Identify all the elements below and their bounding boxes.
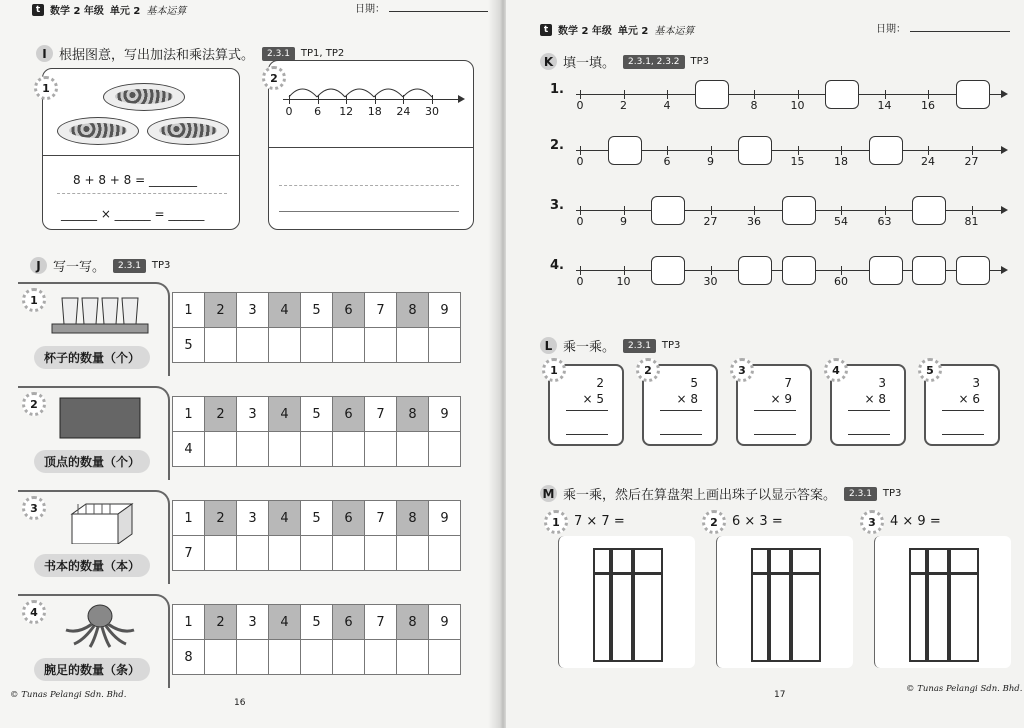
table-cell-answer[interactable]	[365, 432, 397, 467]
table-cell-top: 3	[237, 501, 269, 536]
table-cell-top: 8	[397, 501, 429, 536]
section-j-heading	[30, 256, 170, 275]
question-number-badge: 4	[22, 600, 46, 624]
table-cell-top: 3	[237, 293, 269, 328]
table-cell-answer[interactable]	[397, 536, 429, 571]
multiplier: × 8	[676, 392, 698, 406]
table-cell-answer[interactable]	[205, 536, 237, 571]
answer-line[interactable]	[848, 434, 890, 435]
table-cell-answer[interactable]	[397, 328, 429, 363]
number-line-label: 0	[576, 275, 584, 288]
number-line-tick	[580, 90, 581, 99]
number-line-label: 6	[663, 155, 671, 168]
multiplicand: 3	[878, 376, 886, 390]
table-cell-answer[interactable]	[237, 640, 269, 675]
number-line-tick	[928, 90, 929, 99]
table-cell-answer[interactable]	[365, 640, 397, 675]
abacus-rod	[925, 550, 929, 660]
number-line-label: 0	[576, 155, 584, 168]
date-line	[910, 31, 1010, 32]
number-line-label: 14	[877, 99, 892, 112]
number-line-tick	[432, 95, 433, 104]
answer-box[interactable]	[738, 136, 772, 165]
table-cell-top: 1	[173, 501, 205, 536]
table-cell-top: 9	[429, 501, 461, 536]
expression: 7 × 7 =	[574, 514, 625, 529]
table-cell-top: 4	[269, 293, 301, 328]
section-letter: L	[540, 337, 557, 354]
number-line-tick	[375, 95, 376, 104]
table-cell-top: 3	[237, 605, 269, 640]
table-cell-answer[interactable]	[429, 536, 461, 571]
section-letter: I	[36, 45, 53, 62]
item-label: 顶点的数量（个）	[34, 450, 150, 473]
multiplier: × 6	[958, 392, 980, 406]
question-i1-box	[42, 68, 240, 230]
abacus-beam	[911, 572, 977, 575]
item-label: 杯子的数量（个）	[34, 346, 150, 369]
answer-box[interactable]	[825, 80, 859, 109]
question-number-badge: 2	[262, 66, 286, 90]
number-line-tick	[580, 206, 581, 215]
answer-box[interactable]	[651, 256, 685, 285]
number-line-label: 54	[834, 215, 848, 228]
table-cell-answer[interactable]	[333, 432, 365, 467]
table-cell-top: 7	[365, 501, 397, 536]
item-label: 书本的数量（本）	[34, 554, 150, 577]
curriculum-tag: 2.3.1, 2.3.2	[623, 55, 685, 69]
abacus-frame	[593, 548, 663, 662]
table-cell-top: 4	[269, 501, 301, 536]
plate-icon	[103, 83, 185, 111]
table-cell-top: 2	[205, 397, 237, 432]
number-line-tick	[580, 146, 581, 155]
section-m-heading	[540, 484, 901, 503]
count-table	[172, 292, 461, 363]
table-cell-top: 9	[429, 293, 461, 328]
expression: 4 × 9 =	[890, 514, 941, 529]
table-cell-answer[interactable]	[429, 328, 461, 363]
table-cell-answer[interactable]	[205, 328, 237, 363]
number-line-label: 4	[663, 99, 671, 112]
number-line-tick	[841, 206, 842, 215]
answer-box[interactable]	[695, 80, 729, 109]
number-line-tick	[624, 90, 625, 99]
table-cell-answer: 4	[173, 432, 205, 467]
publisher-logo-icon: t	[32, 4, 44, 16]
number-line-label: 36	[747, 215, 761, 228]
item-label: 腕足的数量（条）	[34, 658, 150, 681]
question-number-badge: 1	[34, 76, 58, 100]
number-line-label: 16	[921, 99, 935, 112]
addition-sentence[interactable]: 8 + 8 + 8 = ________	[73, 173, 197, 187]
number-line-label: 27	[703, 215, 718, 228]
section-title: 填一填。	[563, 56, 616, 71]
date-field[interactable]	[876, 20, 1010, 35]
table-cell-answer[interactable]	[333, 328, 365, 363]
table-cell-top: 5	[301, 293, 333, 328]
right-header	[540, 22, 694, 37]
rectangle-icon	[48, 396, 152, 440]
table-cell-top: 6	[333, 293, 365, 328]
table-cell-top: 1	[173, 605, 205, 640]
answer-box[interactable]	[956, 256, 990, 285]
question-i2-box	[268, 60, 474, 230]
number-line-label: 9	[620, 215, 627, 228]
table-cell-answer[interactable]	[397, 640, 429, 675]
answer-box[interactable]	[869, 136, 903, 165]
table-cell-answer[interactable]	[237, 432, 269, 467]
number-line-tick	[346, 95, 347, 104]
question-number-badge: 3	[730, 358, 754, 382]
table-cell-answer[interactable]	[205, 432, 237, 467]
tp-tag: TP1, TP2	[300, 48, 345, 59]
question-number-badge: 5	[918, 358, 942, 382]
abacus-beam	[753, 572, 819, 575]
table-cell-answer[interactable]	[237, 328, 269, 363]
book-box-icon	[48, 500, 152, 544]
number-line-tick	[711, 146, 712, 155]
number-line-tick	[624, 266, 625, 275]
number-line-label: 0	[576, 99, 584, 112]
question-number-badge: 3	[860, 510, 884, 534]
table-cell-top: 2	[205, 605, 237, 640]
count-table	[172, 396, 461, 467]
number-line-label: 6	[314, 105, 322, 118]
date-label: 日期：	[355, 4, 385, 15]
question-number-badge: 1	[22, 288, 46, 312]
table-cell-top: 9	[429, 397, 461, 432]
abacus-area[interactable]	[874, 536, 1011, 668]
curriculum-tag: 2.3.1	[262, 47, 295, 61]
table-cell-answer[interactable]	[429, 432, 461, 467]
number-line-label: 8	[750, 99, 758, 112]
table-cell-top: 3	[237, 397, 269, 432]
number-line	[576, 94, 1006, 95]
page-number: 16	[234, 698, 246, 708]
date-line	[389, 11, 499, 12]
table-cell-answer[interactable]	[301, 328, 333, 363]
abacus-beam	[595, 572, 661, 575]
answer-box[interactable]	[869, 256, 903, 285]
question-number-badge: 3	[22, 496, 46, 520]
table-cell-answer[interactable]	[269, 640, 301, 675]
question-number-badge: 1	[544, 510, 568, 534]
table-cell-top: 8	[397, 605, 429, 640]
cups-on-tray-icon	[48, 292, 152, 336]
number-line-tick	[624, 206, 625, 215]
subject-label: 数学 2 年级	[558, 26, 612, 37]
number-line-label: 24	[921, 155, 935, 168]
number-line-label: 15	[790, 155, 805, 168]
plate-icon	[57, 117, 139, 145]
question-number-badge: 2	[636, 358, 660, 382]
unit-label: 单元 2	[109, 6, 141, 17]
number-line-tick	[928, 146, 929, 155]
table-cell-answer: 8	[173, 640, 205, 675]
number-line-label: 10	[790, 99, 805, 112]
date-field[interactable]	[355, 0, 499, 15]
question-number-badge: 2	[702, 510, 726, 534]
table-cell-top: 1	[173, 293, 205, 328]
abacus-rod	[767, 550, 771, 660]
table-cell-answer[interactable]	[205, 640, 237, 675]
curriculum-tag: 2.3.1	[844, 487, 877, 501]
number-line-label: 81	[964, 215, 979, 228]
answer-box[interactable]	[738, 256, 772, 285]
table-cell-top: 6	[333, 501, 365, 536]
plate-icon	[147, 117, 229, 145]
abacus-frame	[909, 548, 979, 662]
answer-box[interactable]	[651, 196, 685, 225]
table-cell-top: 5	[301, 605, 333, 640]
section-title: 乘一乘。	[563, 340, 616, 355]
section-letter: M	[540, 485, 557, 502]
table-cell-top: 5	[301, 397, 333, 432]
answer-line[interactable]	[660, 434, 702, 435]
multiplicand: 5	[690, 376, 698, 390]
table-cell-top: 2	[205, 293, 237, 328]
abacus-rod	[609, 550, 613, 660]
number-line-label: 63	[877, 215, 892, 228]
answer-box[interactable]	[912, 196, 946, 225]
curriculum-tag: 2.3.1	[113, 259, 146, 273]
number-line-tick	[798, 90, 799, 99]
row-number: 3.	[550, 198, 564, 213]
section-letter: K	[540, 53, 557, 70]
table-cell-top: 9	[429, 605, 461, 640]
table-cell-top: 7	[365, 293, 397, 328]
table-cell-answer: 5	[173, 328, 205, 363]
table-cell-answer[interactable]	[301, 640, 333, 675]
left-page	[0, 0, 500, 728]
number-line-tick	[667, 146, 668, 155]
number-line-tick	[754, 206, 755, 215]
number-line-label: 18	[367, 105, 382, 118]
section-letter: J	[30, 257, 47, 274]
table-cell-top: 2	[205, 501, 237, 536]
number-line-tick	[580, 266, 581, 275]
number-line-tick	[667, 90, 668, 99]
octopus-icon	[48, 604, 152, 648]
table-cell-answer[interactable]	[269, 432, 301, 467]
unit-label: 单元 2	[617, 26, 649, 37]
multiplication-sentence[interactable]: ______ × ______ = ______	[61, 207, 205, 221]
number-line-tick	[798, 146, 799, 155]
table-cell-answer[interactable]	[301, 432, 333, 467]
multiplicand: 7	[784, 376, 792, 390]
table-cell-answer[interactable]	[333, 536, 365, 571]
answer-line[interactable]	[754, 434, 796, 435]
answer-box[interactable]	[782, 256, 816, 285]
answer-line[interactable]	[942, 434, 984, 435]
multiplier: × 9	[770, 392, 792, 406]
tp-tag: TP3	[690, 56, 710, 67]
answer-line[interactable]	[566, 434, 608, 435]
question-number-badge: 1	[542, 358, 566, 382]
table-cell-top: 4	[269, 605, 301, 640]
publisher-logo-icon: t	[540, 24, 552, 36]
table-cell-top: 8	[397, 293, 429, 328]
number-line-label: 0	[285, 105, 293, 118]
curriculum-tag: 2.3.1	[623, 339, 656, 353]
number-line-tick	[972, 206, 973, 215]
abacus-rod	[631, 550, 635, 660]
tp-tag: TP3	[882, 488, 902, 499]
number-line-label: 2	[620, 99, 627, 112]
table-cell-top: 6	[333, 605, 365, 640]
number-line-tick	[711, 206, 712, 215]
answer-box[interactable]	[912, 256, 946, 285]
multiplicand: 3	[972, 376, 980, 390]
number-line-tick	[841, 266, 842, 275]
date-label: 日期：	[876, 24, 906, 35]
right-page	[506, 0, 1024, 728]
tp-tag: TP3	[151, 260, 171, 271]
subject-label: 数学 2 年级	[50, 6, 104, 17]
number-line-label: 60	[834, 275, 848, 288]
number-line-label: 10	[616, 275, 631, 288]
count-table	[172, 604, 461, 675]
number-line-label: 18	[834, 155, 848, 168]
table-cell-top: 5	[301, 501, 333, 536]
expression: 6 × 3 =	[732, 514, 783, 529]
row-number: 4.	[550, 258, 564, 273]
table-cell-answer[interactable]	[269, 536, 301, 571]
abacus-area[interactable]	[558, 536, 695, 668]
tp-tag: TP3	[661, 340, 681, 351]
number-line-tick	[885, 206, 886, 215]
multiplier: × 5	[582, 392, 604, 406]
table-cell-answer[interactable]	[333, 640, 365, 675]
section-title: 根据图意，写出加法和乘法算式。	[59, 48, 255, 63]
number-line-label: 24	[396, 105, 411, 118]
section-l-heading	[540, 336, 680, 355]
section-title: 写一写。	[53, 260, 106, 275]
answer-box[interactable]	[956, 80, 990, 109]
row-number: 2.	[550, 138, 564, 153]
copyright-footer: © Tunas Pelangi Sdn. Bhd.	[10, 690, 127, 700]
number-line-label: 12	[339, 105, 354, 118]
row-number: 1.	[550, 82, 564, 97]
number-line-tick	[841, 146, 842, 155]
section-k-heading	[540, 52, 709, 71]
section-title: 乘一乘，然后在算盘架上画出珠子以显示答案。	[563, 488, 837, 503]
table-cell-answer[interactable]	[365, 536, 397, 571]
number-line-label: 30	[703, 275, 718, 288]
unit-title: 基本运算	[146, 6, 187, 17]
number-line-label: 0	[576, 215, 584, 228]
question-number-badge: 4	[824, 358, 848, 382]
abacus-area[interactable]	[716, 536, 853, 668]
number-line-tick	[754, 90, 755, 99]
number-line-tick	[403, 95, 404, 104]
number-line-tick	[318, 95, 319, 104]
question-number-badge: 2	[22, 392, 46, 416]
answer-box[interactable]	[782, 196, 816, 225]
number-line-tick	[289, 95, 290, 104]
table-cell-answer[interactable]	[397, 432, 429, 467]
table-cell-top: 6	[333, 397, 365, 432]
table-cell-top: 7	[365, 397, 397, 432]
number-line-tick	[885, 90, 886, 99]
multiplier: × 8	[864, 392, 886, 406]
unit-title: 基本运算	[654, 26, 695, 37]
number-line-tick	[711, 266, 712, 275]
answer-box[interactable]	[608, 136, 642, 165]
multiplicand: 2	[596, 376, 604, 390]
table-cell-answer: 7	[173, 536, 205, 571]
abacus-frame	[751, 548, 821, 662]
table-cell-answer[interactable]	[269, 328, 301, 363]
number-line-label: 9	[707, 155, 714, 168]
table-cell-top: 1	[173, 397, 205, 432]
number-line-tick	[972, 146, 973, 155]
table-cell-answer[interactable]	[365, 328, 397, 363]
page-number: 17	[774, 690, 786, 700]
table-cell-top: 4	[269, 397, 301, 432]
table-cell-top: 7	[365, 605, 397, 640]
table-cell-top: 8	[397, 397, 429, 432]
table-cell-answer[interactable]	[429, 640, 461, 675]
abacus-rod	[947, 550, 951, 660]
copyright-footer: © Tunas Pelangi Sdn. Bhd.	[906, 684, 1023, 694]
table-cell-answer[interactable]	[237, 536, 269, 571]
left-header	[32, 2, 186, 17]
table-cell-answer[interactable]	[301, 536, 333, 571]
count-table	[172, 500, 461, 571]
number-line-label: 30	[425, 105, 439, 118]
abacus-rod	[789, 550, 793, 660]
number-line-label: 27	[964, 155, 979, 168]
